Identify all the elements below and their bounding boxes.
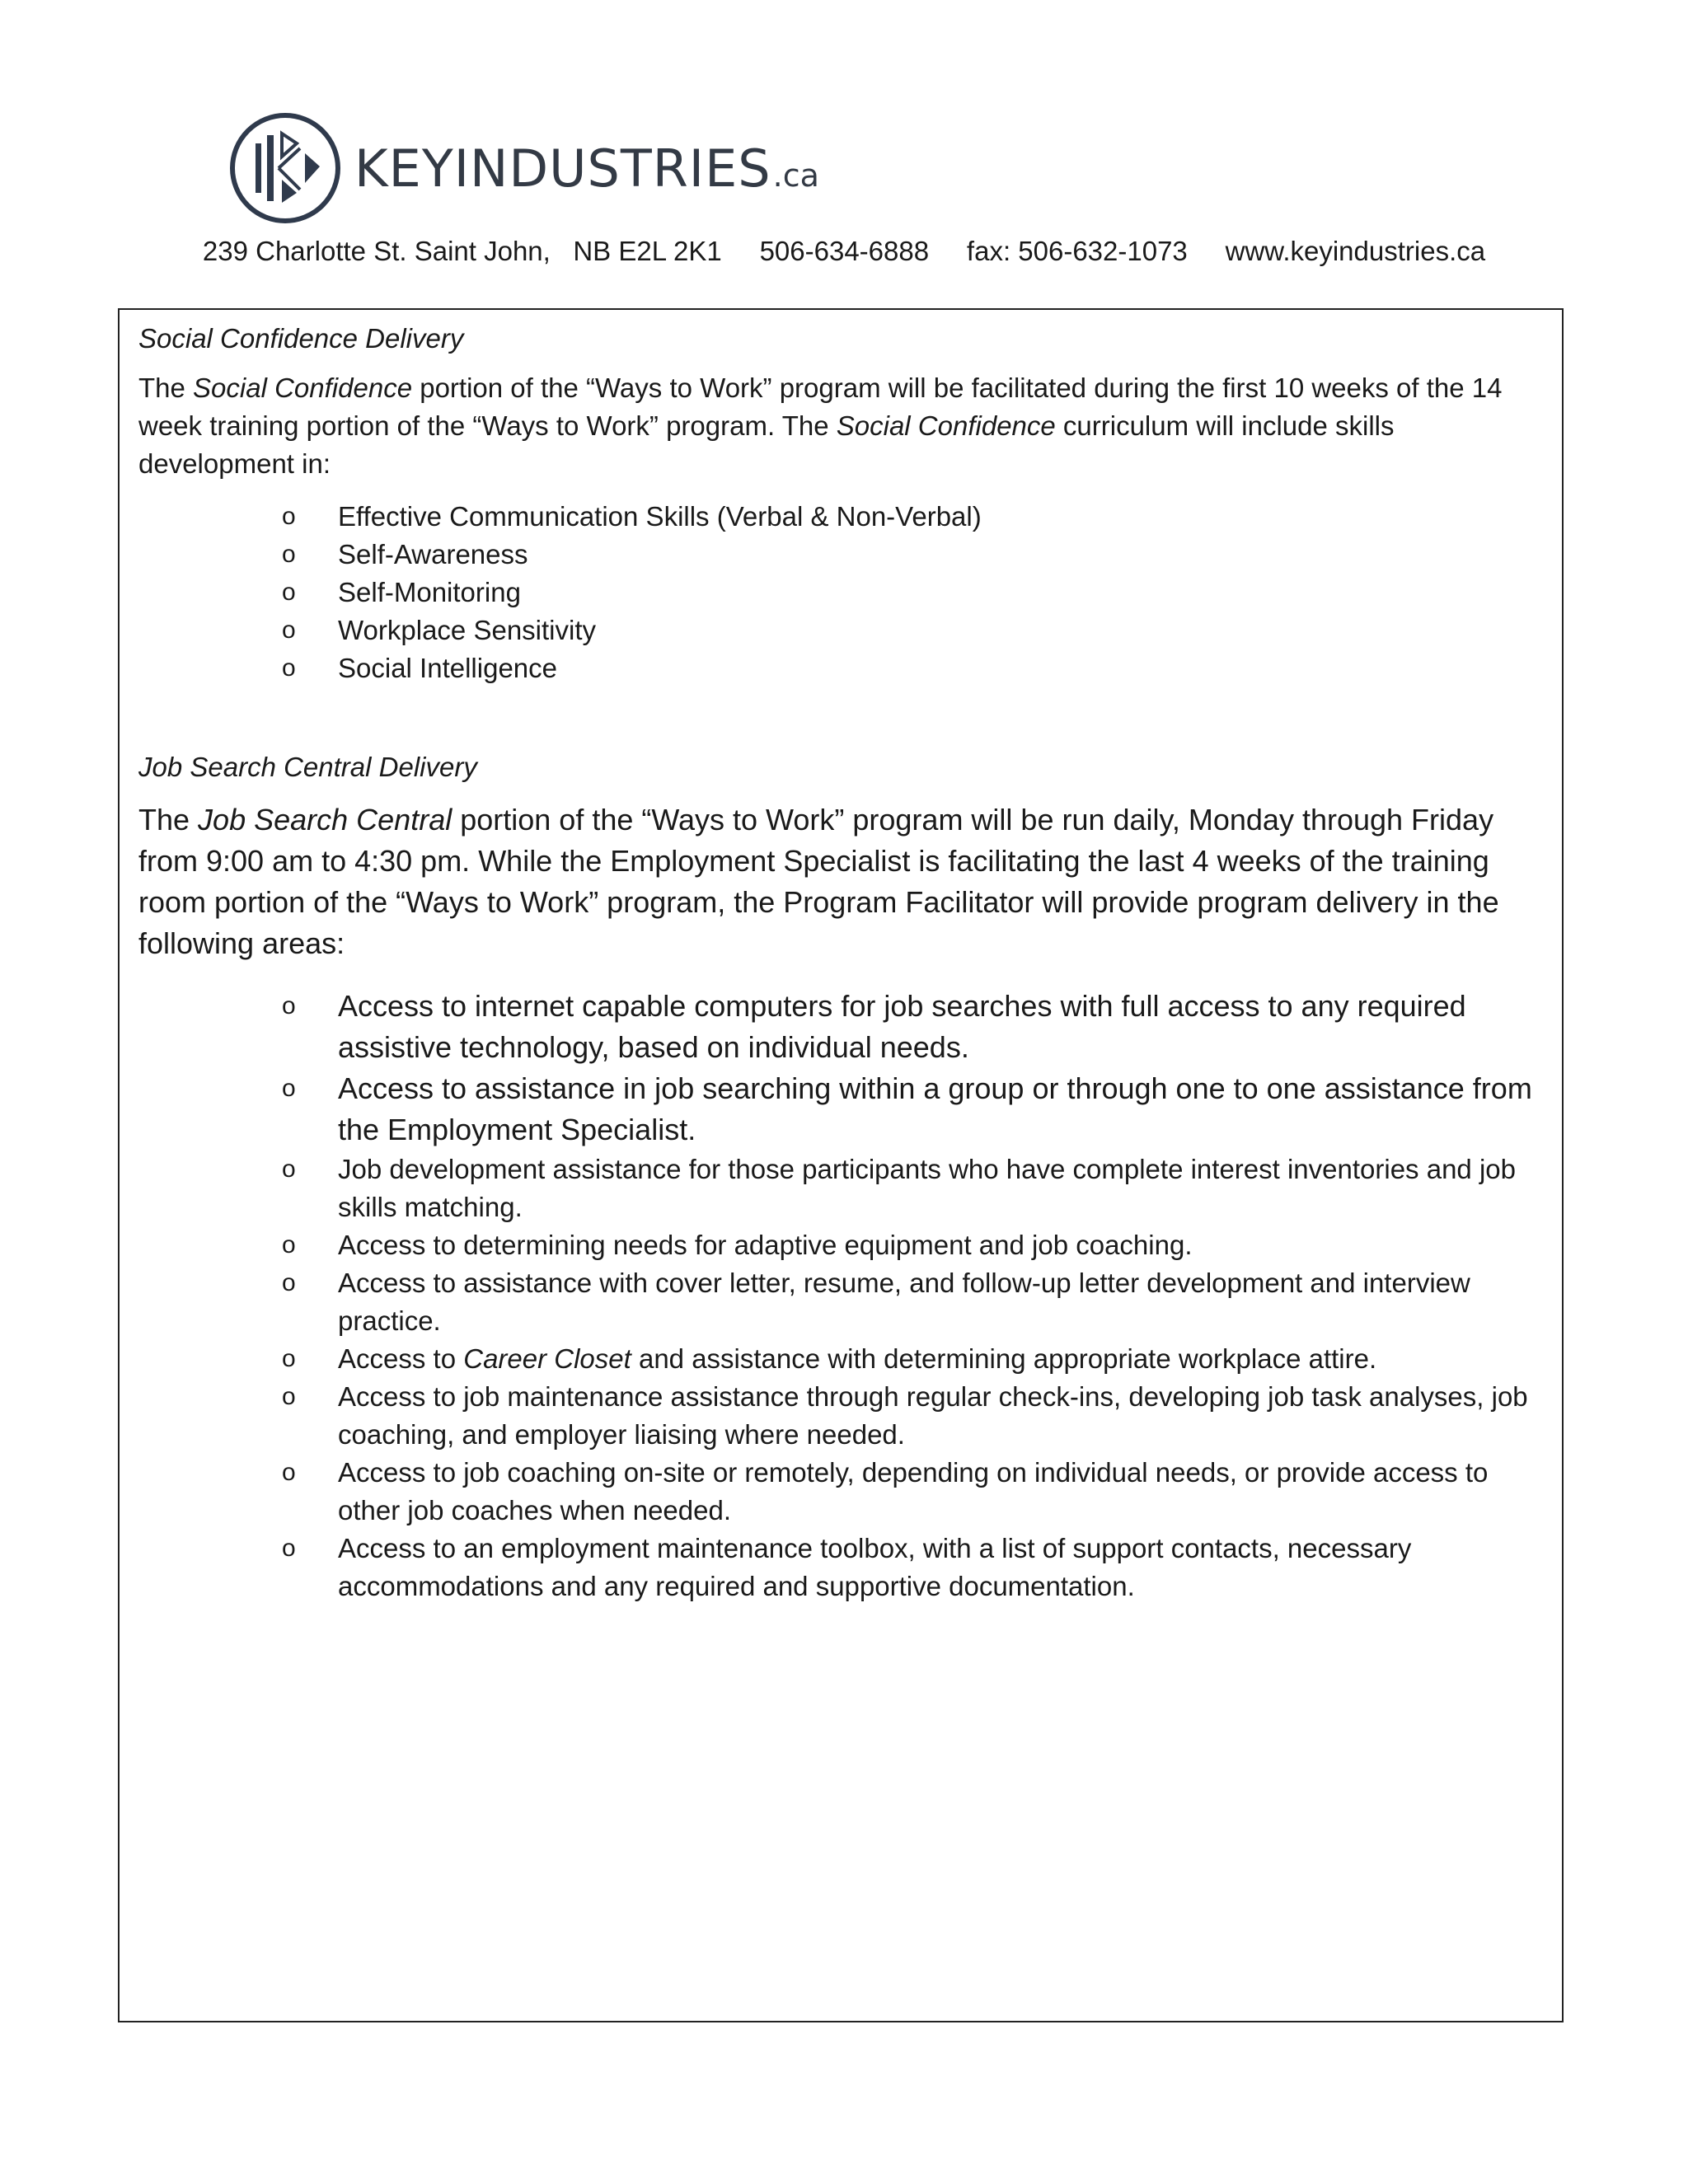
brand-wordmark	[354, 138, 819, 199]
job-search-title: Job Search Central Delivery	[138, 752, 477, 782]
job-search-paragraph: The Job Search Central portion of the “Ways to Work” program will be run daily, Monday through Friday from 9:00 am to 4:30 pm. While the Employment Specialist is facilitating the last 4 weeks of the training room portion of the “Ways to Work” program, the Program Facilitator will provide program delivery in the following areas:	[138, 803, 1499, 960]
list-item: o Self-Monitoring	[282, 577, 521, 607]
list-item: o Workplace Sensitivity	[282, 615, 597, 645]
list-item: o Access to internet capable computers for job searches with full access to any required assistive technology, based on individual needs.	[282, 989, 1466, 1064]
list-item: o Access to assistance with cover letter, resume, and follow-up letter development and interview practice.	[282, 1268, 1470, 1336]
website[interactable]: www.keyindustries.ca	[1225, 236, 1486, 266]
social-confidence-paragraph: The Social Confidence portion of the “Ways to Work” program will be facilitated during the first 10 weeks of the 14 week training portion of the “Ways to Work” program. The Social Confidence curriculum will include skills development in:	[138, 373, 1503, 479]
brand-name: KEYINDUSTRIES	[354, 138, 771, 199]
list-item: o Job development assistance for those participants who have complete interest inventories and job skills matching.	[282, 1154, 1516, 1222]
list-item: o Access to Career Closet and assistance with determining appropriate workplace attire.	[282, 1343, 1377, 1374]
list-item: o Access to job maintenance assistance through regular check-ins, developing job task analyses, job coaching, and employer liaising where needed.	[282, 1381, 1528, 1450]
list-item: o Access to assistance in job searching within a group or through one to one assistance from the Employment Specialist.	[282, 1071, 1532, 1146]
phone: 506-634-6888	[759, 236, 930, 266]
job-search-list	[138, 986, 1548, 1605]
fax: fax: 506-632-1073	[966, 236, 1188, 266]
brand-suffix: .ca	[772, 157, 819, 194]
list-item: o Self-Awareness	[282, 539, 528, 569]
list-item: o Effective Communication Skills (Verbal & Non-Verbal)	[282, 501, 982, 532]
list-item: o Access to determining needs for adaptive equipment and job coaching.	[282, 1230, 1193, 1260]
list-item: o Access to job coaching on-site or remotely, depending on individual needs, or provide access to other job coaches when needed.	[282, 1457, 1489, 1526]
key-logo-icon	[227, 110, 343, 226]
address: 239 Charlotte St. Saint John, NB E2L 2K1	[202, 236, 722, 266]
social-skills-list	[138, 498, 1548, 687]
company-logo	[227, 107, 819, 229]
list-item: o Access to an employment maintenance toolbox, with a list of support contacts, necessary accommodations and any required and supportive documentation.	[282, 1533, 1412, 1601]
social-confidence-title: Social Confidence Delivery	[138, 323, 464, 354]
list-item: o Social Intelligence	[282, 653, 557, 683]
contact-line	[0, 236, 1688, 267]
document-body	[138, 320, 1548, 1605]
